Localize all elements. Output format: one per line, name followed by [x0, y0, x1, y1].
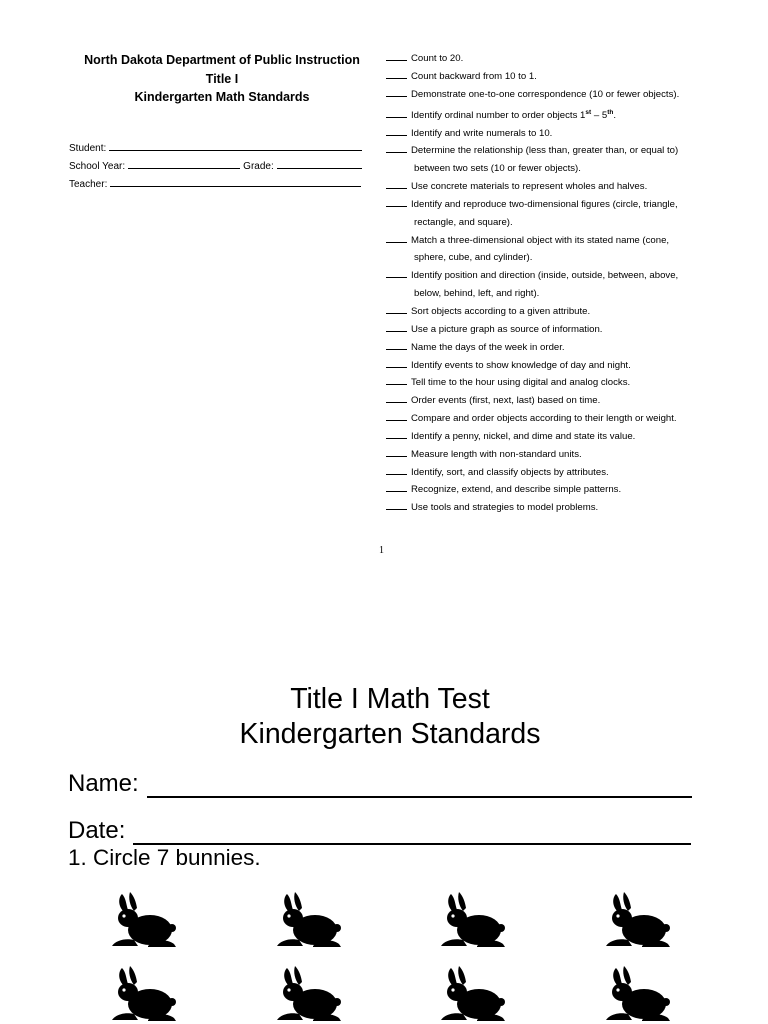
- checkmark-blank[interactable]: [386, 411, 407, 421]
- checkmark-blank[interactable]: [386, 143, 407, 153]
- checkmark-blank[interactable]: [386, 87, 407, 97]
- school-year-blank[interactable]: [128, 158, 240, 169]
- standard-text-continued: below, behind, left, and right).: [414, 288, 540, 300]
- checkmark-blank[interactable]: [386, 197, 407, 207]
- date-line[interactable]: [133, 823, 691, 845]
- standard-item: [386, 104, 746, 125]
- standard-item: [386, 303, 746, 321]
- standard-text: Use tools and strategies to model problems.: [411, 502, 599, 514]
- student-line: [69, 140, 362, 158]
- standard-item: [386, 410, 746, 428]
- rabbit-icon[interactable]: [602, 964, 672, 1024]
- checkmark-blank[interactable]: [386, 375, 407, 385]
- standard-text: Recognize, extend, and describe simple patterns.: [411, 484, 622, 496]
- standard-text: Tell time to the hour using digital and analog clocks.: [411, 377, 631, 389]
- ordinal-suffix: th: [607, 108, 614, 116]
- checkmark-blank[interactable]: [386, 482, 407, 492]
- student-label: Student:: [69, 143, 107, 154]
- standard-item: [386, 196, 746, 232]
- standard-item: [386, 267, 746, 303]
- student-blank[interactable]: [109, 140, 362, 151]
- teacher-blank[interactable]: [110, 176, 361, 187]
- date-field: [68, 817, 691, 845]
- rabbit-icon[interactable]: [437, 964, 507, 1024]
- standard-text: Identify a penny, nickel, and dime and state its value.: [411, 430, 636, 442]
- test-title-line-2: Kindergarten Standards: [239, 718, 541, 750]
- standard-text: Use concrete materials to represent wholes and halves.: [411, 181, 648, 193]
- header-line-3: Kindergarten Math Standards: [134, 90, 310, 104]
- school-year-label: School Year:: [69, 161, 126, 172]
- standard-item: [386, 499, 746, 517]
- standard-text: Identify and write numerals to 10.: [411, 127, 553, 139]
- standard-text: Match a three-dimensional object with its stated name (cone,: [411, 234, 670, 246]
- name-field: [68, 770, 692, 798]
- standard-text: Identify position and direction (inside, outside, between, above,: [411, 270, 679, 282]
- page-2: [0, 600, 768, 1024]
- standards-checklist: [386, 50, 746, 517]
- question-1: 1. Circle 7 bunnies.: [68, 845, 261, 870]
- header-line-1: North Dakota Department of Public Instruction: [84, 53, 360, 67]
- checkmark-blank[interactable]: [386, 429, 407, 439]
- standard-text-continued: sphere, cube, and cylinder).: [414, 252, 533, 264]
- school-year-line: [69, 158, 362, 176]
- header-line-2: Title I: [205, 71, 239, 86]
- checkmark-blank[interactable]: [386, 268, 407, 278]
- standard-item: [386, 428, 746, 446]
- standard-item: [386, 357, 746, 375]
- standard-item: [386, 86, 746, 104]
- rabbit-icon[interactable]: [602, 890, 672, 950]
- checkmark-blank[interactable]: [386, 340, 407, 350]
- standard-item: [386, 232, 746, 268]
- standard-text: Compare and order objects according to their length or weight.: [411, 413, 677, 425]
- checkmark-blank[interactable]: [386, 465, 407, 475]
- student-info: [69, 140, 362, 194]
- rabbit-icon[interactable]: [108, 890, 178, 950]
- standard-item: [386, 464, 746, 482]
- checkmark-blank[interactable]: [386, 447, 407, 457]
- standard-item: [386, 142, 746, 178]
- test-title-line-1: Title I Math Test: [290, 683, 490, 715]
- standard-text: Name the days of the week in order.: [411, 341, 565, 353]
- standard-item: [386, 374, 746, 392]
- standard-text-mid: – 5: [591, 109, 608, 121]
- teacher-label: Teacher:: [69, 179, 108, 190]
- standard-item: [386, 339, 746, 357]
- standard-text: Determine the relationship (less than, greater than, or equal to): [411, 145, 679, 157]
- standard-item: [386, 68, 746, 86]
- checkmark-blank[interactable]: [386, 393, 407, 403]
- rabbit-icon[interactable]: [273, 964, 343, 1024]
- standard-text: Count to 20.: [411, 53, 464, 64]
- checkmark-blank[interactable]: [386, 69, 407, 79]
- checkmark-blank[interactable]: [386, 51, 407, 61]
- page-number: 1: [379, 545, 384, 556]
- checkmark-blank[interactable]: [386, 358, 407, 368]
- standard-item: [386, 50, 746, 68]
- standard-text: Use a picture graph as source of information.: [411, 323, 603, 335]
- date-label: Date:: [68, 817, 126, 844]
- standard-item: [386, 446, 746, 464]
- standard-text: Identify, sort, and classify objects by attributes.: [411, 466, 609, 478]
- checkmark-blank[interactable]: [386, 108, 407, 118]
- standard-text: Identify events to show knowledge of day and night.: [411, 359, 631, 371]
- rabbit-icon[interactable]: [273, 890, 343, 950]
- checkmark-blank[interactable]: [386, 322, 407, 332]
- standard-text: Order events (first, next, last) based on time.: [411, 395, 601, 407]
- grade-blank[interactable]: [277, 158, 362, 169]
- teacher-line: [69, 176, 362, 194]
- standard-item: [386, 321, 746, 339]
- name-label: Name:: [68, 770, 139, 797]
- standard-text-continued: rectangle, and square).: [414, 216, 513, 228]
- checkmark-blank[interactable]: [386, 179, 407, 189]
- document-header: [66, 51, 378, 107]
- test-title: [0, 682, 768, 752]
- standard-item: [386, 178, 746, 196]
- standard-text-continued: between two sets (10 or fewer objects).: [414, 163, 581, 175]
- standard-item: [386, 481, 746, 499]
- rabbit-icon[interactable]: [108, 964, 178, 1024]
- standard-text: Demonstrate one-to-one correspondence (10 or fewer objects).: [411, 88, 680, 100]
- name-line[interactable]: [147, 776, 692, 798]
- standard-text-end: .: [613, 109, 616, 121]
- standard-item: [386, 125, 746, 143]
- standard-text: Count backward from 10 to 1.: [411, 70, 537, 82]
- checkmark-blank[interactable]: [386, 304, 407, 314]
- standard-text: Sort objects according to a given attribute.: [411, 306, 591, 317]
- checkmark-blank[interactable]: [386, 500, 407, 510]
- rabbit-icon[interactable]: [437, 890, 507, 950]
- standard-text: Identify ordinal number to order objects 1: [411, 109, 586, 121]
- standard-text: Measure length with non-standard units.: [411, 448, 582, 460]
- checkmark-blank[interactable]: [386, 126, 407, 136]
- standard-text: Identify and reproduce two-dimensional figures (circle, triangle,: [411, 198, 678, 210]
- checkmark-blank[interactable]: [386, 233, 407, 243]
- standard-item: [386, 392, 746, 410]
- ordinal-suffix: st: [585, 108, 592, 116]
- grade-label: Grade:: [243, 161, 274, 172]
